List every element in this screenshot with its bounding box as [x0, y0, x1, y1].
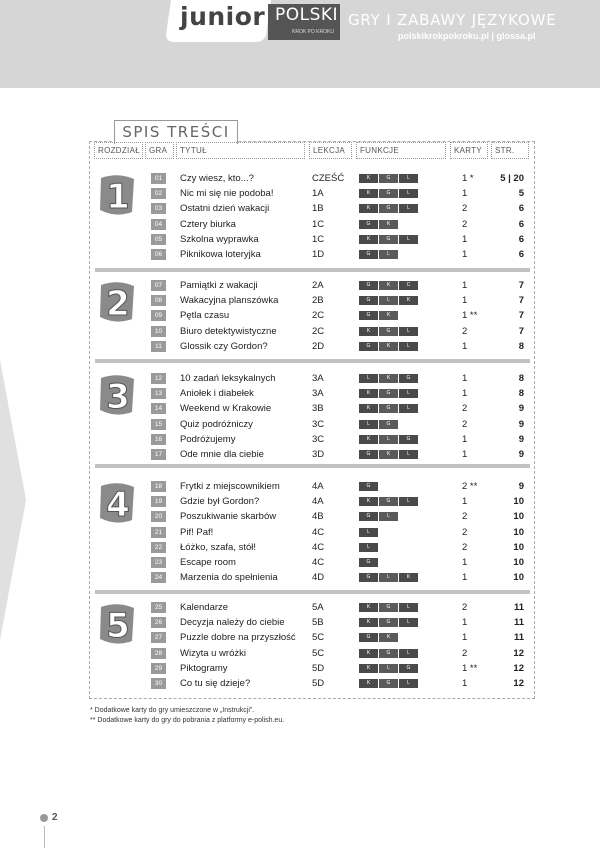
- function-tag: L: [399, 342, 418, 351]
- game-title: Szkolna wyprawka: [180, 233, 259, 245]
- col-karty-header: KARTY: [450, 142, 488, 159]
- col-tytul-header: TYTUŁ: [176, 142, 305, 159]
- function-tag: G: [379, 603, 398, 612]
- game-number-badge: 22: [151, 542, 166, 553]
- function-tag: G: [359, 342, 378, 351]
- function-tag: K: [379, 281, 398, 290]
- game-page: 6: [518, 218, 524, 230]
- page-number: 2: [52, 812, 58, 823]
- function-tag: K: [359, 435, 378, 444]
- game-lesson: 3D: [312, 449, 325, 460]
- game-cards: 1: [462, 572, 468, 584]
- game-lesson: 5D: [312, 662, 325, 674]
- function-tag: G: [379, 389, 398, 398]
- game-lesson: 5A: [312, 602, 324, 613]
- game-page: 10: [513, 511, 524, 523]
- toc-row: [0, 433, 600, 448]
- game-lesson: 4C: [312, 541, 325, 553]
- game-page: 9: [518, 481, 524, 492]
- game-title: Glossik czy Gordon?: [180, 340, 268, 352]
- toc-row: [0, 172, 600, 187]
- game-page: 11: [513, 617, 524, 629]
- game-title: Nic mi się nie podoba!: [180, 188, 274, 200]
- game-number-badge: 06: [151, 249, 166, 260]
- toc-row: [0, 662, 600, 677]
- toc-row: [0, 340, 600, 355]
- game-number-badge: 03: [151, 203, 166, 214]
- game-title: Poszukiwanie skarbów: [180, 511, 277, 523]
- function-tag: C: [399, 281, 418, 290]
- function-tag: K: [379, 220, 398, 229]
- toc-row: [0, 526, 600, 541]
- game-number-badge: 17: [151, 449, 166, 460]
- toc-row: [0, 233, 600, 248]
- toc-row: [0, 571, 600, 586]
- game-lesson: 4A: [312, 481, 324, 492]
- function-tag: G: [359, 220, 378, 229]
- game-title: Czy wiesz, kto...?: [180, 173, 254, 184]
- function-tag: G: [379, 189, 398, 198]
- game-page: 9: [518, 449, 524, 460]
- game-page: 9: [518, 418, 524, 430]
- chapter-number-text: 1: [106, 177, 130, 216]
- function-tag: K: [359, 679, 378, 688]
- game-title: Pętla czasu: [180, 310, 230, 322]
- function-tag: G: [359, 311, 378, 320]
- function-tag: K: [359, 404, 378, 413]
- game-title: Marzenia do spełnienia: [180, 572, 278, 584]
- footnote-2: ** Dodatkowe karty do gry do pobrania z platformy e-polish.eu.: [90, 717, 285, 724]
- function-tag: L: [379, 512, 398, 521]
- chapter-number-text: 3: [106, 377, 130, 416]
- toc-row: [0, 647, 600, 662]
- toc-row: [0, 187, 600, 202]
- game-title: Podróżujemy: [180, 433, 236, 445]
- game-cards: 1: [462, 617, 468, 629]
- game-page: 10: [513, 496, 524, 508]
- col-gra-header: GRA: [145, 142, 174, 159]
- series-title: GRY I ZABAWY JĘZYKOWE: [348, 11, 557, 29]
- function-tag: L: [359, 420, 378, 429]
- function-tag: G: [399, 374, 418, 383]
- game-cards: 1: [462, 188, 468, 200]
- game-page: 6: [518, 203, 524, 215]
- game-number-badge: 15: [151, 419, 166, 430]
- function-tag: G: [359, 633, 378, 642]
- game-cards: 2: [462, 511, 468, 523]
- game-page: 12: [513, 678, 524, 689]
- function-tag: K: [399, 573, 418, 582]
- game-title: Piknikowa loteryjka: [180, 249, 261, 260]
- function-tag: L: [379, 435, 398, 444]
- function-tag: G: [399, 664, 418, 673]
- function-tag: K: [359, 327, 378, 336]
- game-lesson: 2C: [312, 325, 325, 337]
- chapter-separator: [95, 359, 530, 363]
- game-page: 5: [518, 188, 524, 200]
- toc-row: [0, 495, 600, 510]
- function-tag: L: [379, 573, 398, 582]
- toc-row: [0, 202, 600, 217]
- game-lesson: 5B: [312, 617, 324, 629]
- game-number-badge: 25: [151, 602, 166, 613]
- function-tag: G: [359, 281, 378, 290]
- toc-row: [0, 325, 600, 340]
- page-number-dot: [40, 814, 48, 822]
- function-tag: K: [359, 235, 378, 244]
- game-number-badge: 19: [151, 496, 166, 507]
- function-tag: L: [399, 235, 418, 244]
- game-cards: 1: [462, 233, 468, 245]
- function-tag: K: [379, 450, 398, 459]
- function-tag: G: [379, 404, 398, 413]
- toc-row: [0, 541, 600, 556]
- function-tag: L: [399, 450, 418, 459]
- game-cards: 1: [462, 557, 468, 568]
- function-tag: K: [359, 664, 378, 673]
- function-tag: G: [379, 235, 398, 244]
- game-number-badge: 27: [151, 632, 166, 643]
- function-tag: L: [399, 497, 418, 506]
- toc-row: [0, 448, 600, 463]
- game-page: 10: [513, 541, 524, 553]
- game-lesson: 1C: [312, 218, 325, 230]
- game-cards: 1: [462, 433, 468, 445]
- toc-row: [0, 294, 600, 309]
- game-page: 5 | 20: [500, 173, 524, 184]
- toc-row: [0, 402, 600, 417]
- function-tag: L: [399, 404, 418, 413]
- game-lesson: 3A: [312, 388, 324, 400]
- game-page: 7: [518, 295, 524, 307]
- game-cards: 2: [462, 218, 468, 230]
- game-lesson: 3B: [312, 403, 324, 415]
- game-cards: 2: [462, 325, 468, 337]
- game-lesson: 1C: [312, 233, 325, 245]
- game-lesson: 5D: [312, 678, 325, 689]
- game-page: 6: [518, 249, 524, 260]
- function-tag: L: [399, 618, 418, 627]
- game-page: 10: [513, 526, 524, 538]
- toc-row: [0, 677, 600, 692]
- function-tag: L: [359, 374, 378, 383]
- chapter-separator: [95, 590, 530, 594]
- game-title: Decyzja należy do ciebie: [180, 617, 285, 629]
- game-number-badge: 13: [151, 388, 166, 399]
- game-lesson: 5C: [312, 647, 325, 659]
- game-page: 8: [518, 340, 524, 352]
- game-number-badge: 18: [151, 481, 166, 492]
- function-tag: L: [399, 389, 418, 398]
- function-tag: G: [399, 435, 418, 444]
- game-lesson: 2C: [312, 310, 325, 322]
- toc-row: [0, 631, 600, 646]
- game-cards: 1: [462, 249, 468, 260]
- game-page: 7: [518, 325, 524, 337]
- function-tag: L: [399, 174, 418, 183]
- function-tag: G: [379, 649, 398, 658]
- game-page: 9: [518, 403, 524, 415]
- game-number-badge: 16: [151, 434, 166, 445]
- game-title: Piktogramy: [180, 662, 228, 674]
- toc-row: [0, 601, 600, 616]
- toc-row: [0, 387, 600, 402]
- game-page: 8: [518, 373, 524, 384]
- game-cards: 1: [462, 678, 468, 689]
- game-cards: 2: [462, 403, 468, 415]
- game-page: 7: [518, 310, 524, 322]
- function-tag: G: [379, 497, 398, 506]
- toc-row: [0, 218, 600, 233]
- game-number-badge: 01: [151, 173, 166, 184]
- function-tag: G: [359, 450, 378, 459]
- function-tag: L: [399, 204, 418, 213]
- game-number-badge: 07: [151, 280, 166, 291]
- toc-row: [0, 372, 600, 387]
- game-cards: 1: [462, 280, 468, 291]
- game-lesson: 1B: [312, 203, 324, 215]
- series-url: polskikrokpokroku.pl | glossa.pl: [398, 31, 536, 41]
- game-cards: 1: [462, 496, 468, 508]
- game-page: 11: [513, 602, 524, 613]
- game-number-badge: 30: [151, 678, 166, 689]
- function-tag: L: [399, 189, 418, 198]
- game-lesson: 4C: [312, 557, 325, 568]
- function-tag: G: [379, 204, 398, 213]
- game-title: Ode mnie dla ciebie: [180, 449, 264, 460]
- game-cards: 2: [462, 526, 468, 538]
- game-title: Kalendarze: [180, 602, 229, 613]
- toc-row: [0, 510, 600, 525]
- function-tag: K: [399, 296, 418, 305]
- game-page: 12: [513, 662, 524, 674]
- game-page: 11: [513, 632, 524, 644]
- game-title: Co tu się dzieje?: [180, 678, 251, 689]
- game-page: 6: [518, 233, 524, 245]
- function-tag: G: [359, 558, 378, 567]
- game-cards: 1 **: [462, 662, 478, 674]
- game-title: Quiz podróżniczy: [180, 418, 253, 430]
- col-str-header: STR.: [491, 142, 529, 159]
- game-number-badge: 04: [151, 219, 166, 230]
- game-title: Pif! Paf!: [180, 526, 214, 538]
- chapter-number-text: 4: [106, 485, 130, 524]
- game-lesson: CZEŚĆ: [312, 173, 345, 184]
- function-tag: L: [399, 679, 418, 688]
- game-cards: 2: [462, 541, 468, 553]
- game-cards: 1: [462, 632, 468, 644]
- game-number-badge: 28: [151, 648, 166, 659]
- game-number-badge: 08: [151, 295, 166, 306]
- function-tag: L: [399, 649, 418, 658]
- function-tag: K: [359, 618, 378, 627]
- function-tag: L: [399, 603, 418, 612]
- game-lesson: 3C: [312, 433, 325, 445]
- function-tag: K: [359, 603, 378, 612]
- game-cards: 2 **: [462, 481, 478, 492]
- page-header: [0, 0, 600, 88]
- game-cards: 1 **: [462, 310, 478, 322]
- function-tag: G: [379, 618, 398, 627]
- game-number-badge: 29: [151, 663, 166, 674]
- game-title: Gdzie był Gordon?: [180, 496, 260, 508]
- function-tag: G: [359, 573, 378, 582]
- function-tag: K: [359, 649, 378, 658]
- game-title: Biuro detektywistyczne: [180, 325, 277, 337]
- function-tag: K: [359, 389, 378, 398]
- game-title: Wakacyjna planszówka: [180, 295, 279, 307]
- page-number-line: [44, 826, 45, 848]
- function-tag: L: [359, 543, 378, 552]
- game-lesson: 4A: [312, 496, 324, 508]
- game-lesson: 5C: [312, 632, 325, 644]
- game-cards: 1: [462, 388, 468, 400]
- game-title: Frytki z miejscownikiem: [180, 481, 280, 492]
- footnote-1: * Dodatkowe karty do gry umieszczone w „Instrukcji”.: [90, 707, 255, 714]
- game-lesson: 2A: [312, 280, 324, 291]
- function-tag: L: [379, 664, 398, 673]
- game-number-badge: 09: [151, 310, 166, 321]
- game-lesson: 1A: [312, 188, 324, 200]
- chapter-separator: [95, 464, 530, 468]
- game-cards: 1: [462, 449, 468, 460]
- game-number-badge: 11: [151, 341, 166, 352]
- game-number-badge: 12: [151, 373, 166, 384]
- game-cards: 2: [462, 647, 468, 659]
- function-tag: K: [379, 374, 398, 383]
- game-cards: 2: [462, 203, 468, 215]
- game-title: Aniołek i diabełek: [180, 388, 254, 400]
- game-lesson: 4C: [312, 526, 325, 538]
- function-tag: K: [379, 633, 398, 642]
- toc-row: [0, 616, 600, 631]
- polski-logo-subtitle: KROK PO KROKU: [292, 29, 334, 35]
- function-tag: K: [359, 174, 378, 183]
- game-title: Puzzle dobre na przyszłość: [180, 632, 296, 644]
- game-number-badge: 21: [151, 527, 166, 538]
- function-tag: G: [359, 250, 378, 259]
- function-tag: G: [379, 174, 398, 183]
- game-cards: 2: [462, 602, 468, 613]
- game-lesson: 4B: [312, 511, 324, 523]
- chapter-number-text: 5: [106, 606, 130, 645]
- function-tag: K: [359, 204, 378, 213]
- toc-row: [0, 418, 600, 433]
- function-tag: K: [379, 342, 398, 351]
- game-page: 10: [513, 557, 524, 568]
- game-lesson: 1D: [312, 249, 325, 260]
- game-number-badge: 26: [151, 617, 166, 628]
- function-tag: G: [359, 296, 378, 305]
- game-page: 12: [513, 647, 524, 659]
- game-lesson: 3A: [312, 373, 324, 384]
- game-lesson: 2D: [312, 340, 325, 352]
- col-lekcja-header: LEKCJA: [309, 142, 352, 159]
- col-funkcje-header: FUNKCJE: [356, 142, 446, 159]
- function-tag: L: [359, 528, 378, 537]
- toc-row: [0, 309, 600, 324]
- function-tag: G: [359, 482, 378, 491]
- game-number-badge: 14: [151, 403, 166, 414]
- function-tag: G: [379, 420, 398, 429]
- game-page: 10: [513, 572, 524, 584]
- game-cards: 1: [462, 340, 468, 352]
- game-title: Ostatni dzień wakacji: [180, 203, 270, 215]
- game-number-badge: 23: [151, 557, 166, 568]
- function-tag: L: [379, 296, 398, 305]
- game-title: Pamiątki z wakacji: [180, 280, 258, 291]
- toc-row: [0, 480, 600, 495]
- toc-title: SPIS TREŚCI: [114, 120, 238, 144]
- chapter-number-text: 2: [106, 284, 130, 323]
- game-cards: 1 *: [462, 173, 474, 184]
- game-title: Escape room: [180, 557, 236, 568]
- game-cards: 1: [462, 373, 468, 384]
- game-page: 9: [518, 433, 524, 445]
- game-number-badge: 20: [151, 511, 166, 522]
- game-number-badge: 24: [151, 572, 166, 583]
- brand-logo: junior: [180, 2, 266, 31]
- game-title: Wizyta u wróżki: [180, 647, 246, 659]
- game-title: 10 zadań leksykalnych: [180, 373, 276, 384]
- function-tag: L: [379, 250, 398, 259]
- game-title: Cztery biurka: [180, 218, 236, 230]
- function-tag: K: [359, 497, 378, 506]
- game-lesson: 3C: [312, 418, 325, 430]
- polski-logo: POLSKI: [275, 5, 339, 25]
- function-tag: G: [379, 327, 398, 336]
- function-tag: G: [379, 679, 398, 688]
- game-lesson: 2B: [312, 295, 324, 307]
- game-cards: 1: [462, 295, 468, 307]
- game-title: Weekend w Krakowie: [180, 403, 272, 415]
- chapter-separator: [95, 268, 530, 272]
- function-tag: G: [359, 512, 378, 521]
- function-tag: L: [399, 327, 418, 336]
- game-number-badge: 02: [151, 188, 166, 199]
- game-page: 8: [518, 388, 524, 400]
- game-number-badge: 05: [151, 234, 166, 245]
- function-tag: K: [379, 311, 398, 320]
- function-tag: K: [359, 189, 378, 198]
- toc-row: [0, 248, 600, 263]
- game-number-badge: 10: [151, 326, 166, 337]
- toc-row: [0, 279, 600, 294]
- toc-row: [0, 556, 600, 571]
- game-lesson: 4D: [312, 572, 325, 584]
- game-cards: 2: [462, 418, 468, 430]
- game-page: 7: [518, 280, 524, 291]
- col-rozdzial-header: ROZDZIAŁ: [94, 142, 143, 159]
- game-title: Łóżko, szafa, stół!: [180, 541, 257, 553]
